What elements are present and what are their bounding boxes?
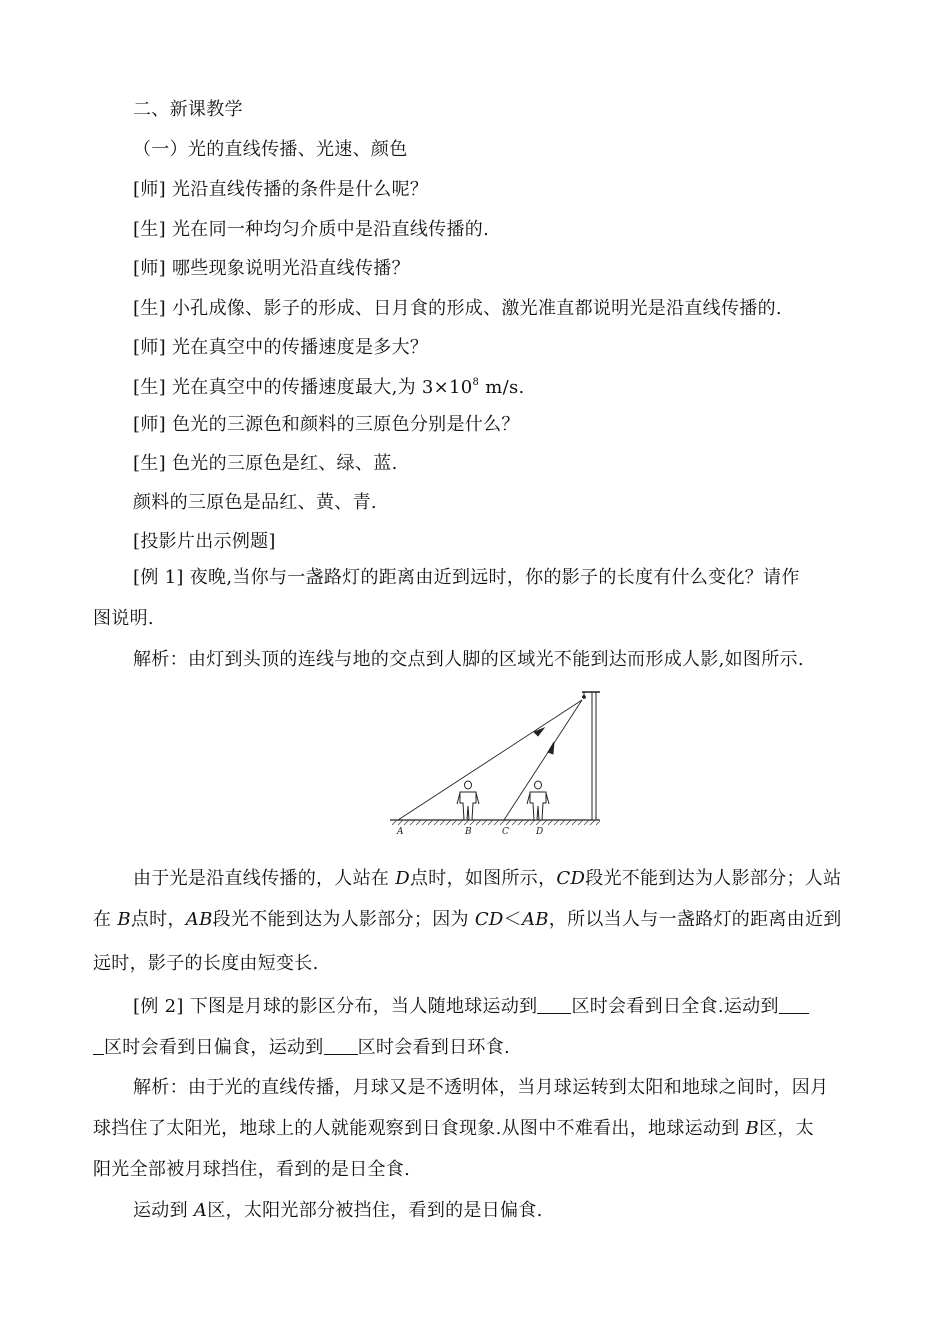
text-segment: 段光不能到达为人影部分；人站 xyxy=(585,868,842,889)
lamp-post xyxy=(582,692,600,820)
example-1-question-cont: 图说明. xyxy=(93,608,154,629)
segment-ab: AB xyxy=(185,909,213,930)
answer-blank[interactable] xyxy=(779,995,809,1014)
dialogue-line: [生] 色光的三原色是红、绿、蓝. xyxy=(133,453,398,474)
zone-b: B xyxy=(745,1118,760,1139)
example-1-question: [例 1] 夜晚,当你与一盏路灯的距离由近到远时，你的影子的长度有什么变化？请作 xyxy=(133,567,800,588)
dialogue-line: [师] 哪些现象说明光沿直线传播？ xyxy=(133,258,410,279)
text-segment: 区时会看到日偏食，运动到 xyxy=(104,1037,324,1058)
ray-arrow-icon xyxy=(548,742,554,754)
analysis-line: 解析：由灯到头顶的连线与地的交点到人脚的区域光不能到达而形成人影,如图所示. xyxy=(133,649,804,670)
dialogue-line: [师] 光在真空中的传播速度是多大？ xyxy=(133,337,429,358)
dialogue-text: [生] 光在真空中的传播速度最大,为 3×10 xyxy=(133,377,473,398)
analysis-line xyxy=(93,1117,814,1141)
point-label-a: A xyxy=(397,827,404,836)
person-at-b xyxy=(457,781,479,820)
example-2-question-cont xyxy=(93,1036,510,1060)
point-label-b: B xyxy=(465,827,472,836)
person-at-d xyxy=(527,781,549,820)
dialogue-line: [生] 小孔成像、影子的形成、日月食的形成、激光准直都说明光是沿直线传播的. xyxy=(133,298,782,319)
dialogue-line xyxy=(133,376,525,400)
projector-note: [投影片出示例题] xyxy=(133,531,276,552)
point-label-d: D xyxy=(536,827,544,836)
example-2-question xyxy=(133,995,809,1019)
analysis-line xyxy=(133,1199,543,1223)
light-rays xyxy=(398,700,582,820)
section-heading: 二、新课教学 xyxy=(133,99,243,120)
text-segment: 区时会看到日环食. xyxy=(357,1037,511,1058)
text-segment: 球挡住了太阳光，地球上的人就能观察到日食现象.从图中不难看出，地球运动到 xyxy=(93,1118,746,1139)
dialogue-line: [生] 光在同一种均匀介质中是沿直线传播的. xyxy=(133,219,490,240)
segment-cd: CD xyxy=(556,868,586,889)
text-segment: [例 2] 下图是月球的影区分布，当人随地球运动到 xyxy=(133,996,538,1017)
less-than-sign: ＜ xyxy=(503,909,522,930)
subsection-heading: （一）光的直线传播、光速、颜色 xyxy=(133,139,408,160)
analysis-line: 解析：由于光的直线传播，月球又是不透明体，当月球运转到太阳和地球之间时，因月 xyxy=(133,1077,829,1098)
text-segment: 区时会看到日全食.运动到 xyxy=(571,996,779,1017)
dialogue-line: [师] 光沿直线传播的条件是什么呢？ xyxy=(133,179,429,200)
paragraph-line: 颜料的三原色是品红、黄、青. xyxy=(133,492,377,513)
text-segment: 运动到 xyxy=(133,1200,194,1221)
text-segment: ，所以当人与一盏路灯的距离由近到 xyxy=(548,909,842,930)
point-b: B xyxy=(117,909,131,930)
point-label-c: C xyxy=(502,827,509,836)
unit-text: m/s. xyxy=(479,377,525,398)
text-segment: 由于光是沿直线传播的，人站在 xyxy=(133,868,396,889)
answer-blank[interactable] xyxy=(324,1036,358,1055)
answer-blank[interactable] xyxy=(93,1036,104,1055)
text-segment: 在 xyxy=(93,909,118,930)
segment-ab: AB xyxy=(521,909,549,930)
explanation-line xyxy=(93,908,842,932)
text-segment: 区，太 xyxy=(759,1118,814,1139)
ray-arrow-icon xyxy=(534,728,544,736)
ground-hatching xyxy=(392,820,600,825)
analysis-line: 阳光全部被月球挡住，看到的是日全食. xyxy=(93,1159,411,1180)
zone-a: A xyxy=(193,1200,208,1221)
text-segment: 点时，如图所示， xyxy=(409,868,557,889)
explanation-line: 远时，影子的长度由短变长. xyxy=(93,953,319,974)
answer-blank[interactable] xyxy=(537,995,571,1014)
dialogue-line: [师] 色光的三源色和颜料的三原色分别是什么？ xyxy=(133,414,520,435)
text-segment: 点时， xyxy=(130,909,186,930)
segment-cd: CD xyxy=(474,909,504,930)
point-d: D xyxy=(395,868,410,889)
explanation-line xyxy=(133,867,841,891)
text-segment: 段光不能到达为人影部分；因为 xyxy=(212,909,475,930)
exponent: 8 xyxy=(472,377,480,388)
streetlamp-shadow-diagram xyxy=(388,686,608,836)
text-segment: 区，太阳光部分被挡住，看到的是日偏食. xyxy=(207,1200,543,1221)
